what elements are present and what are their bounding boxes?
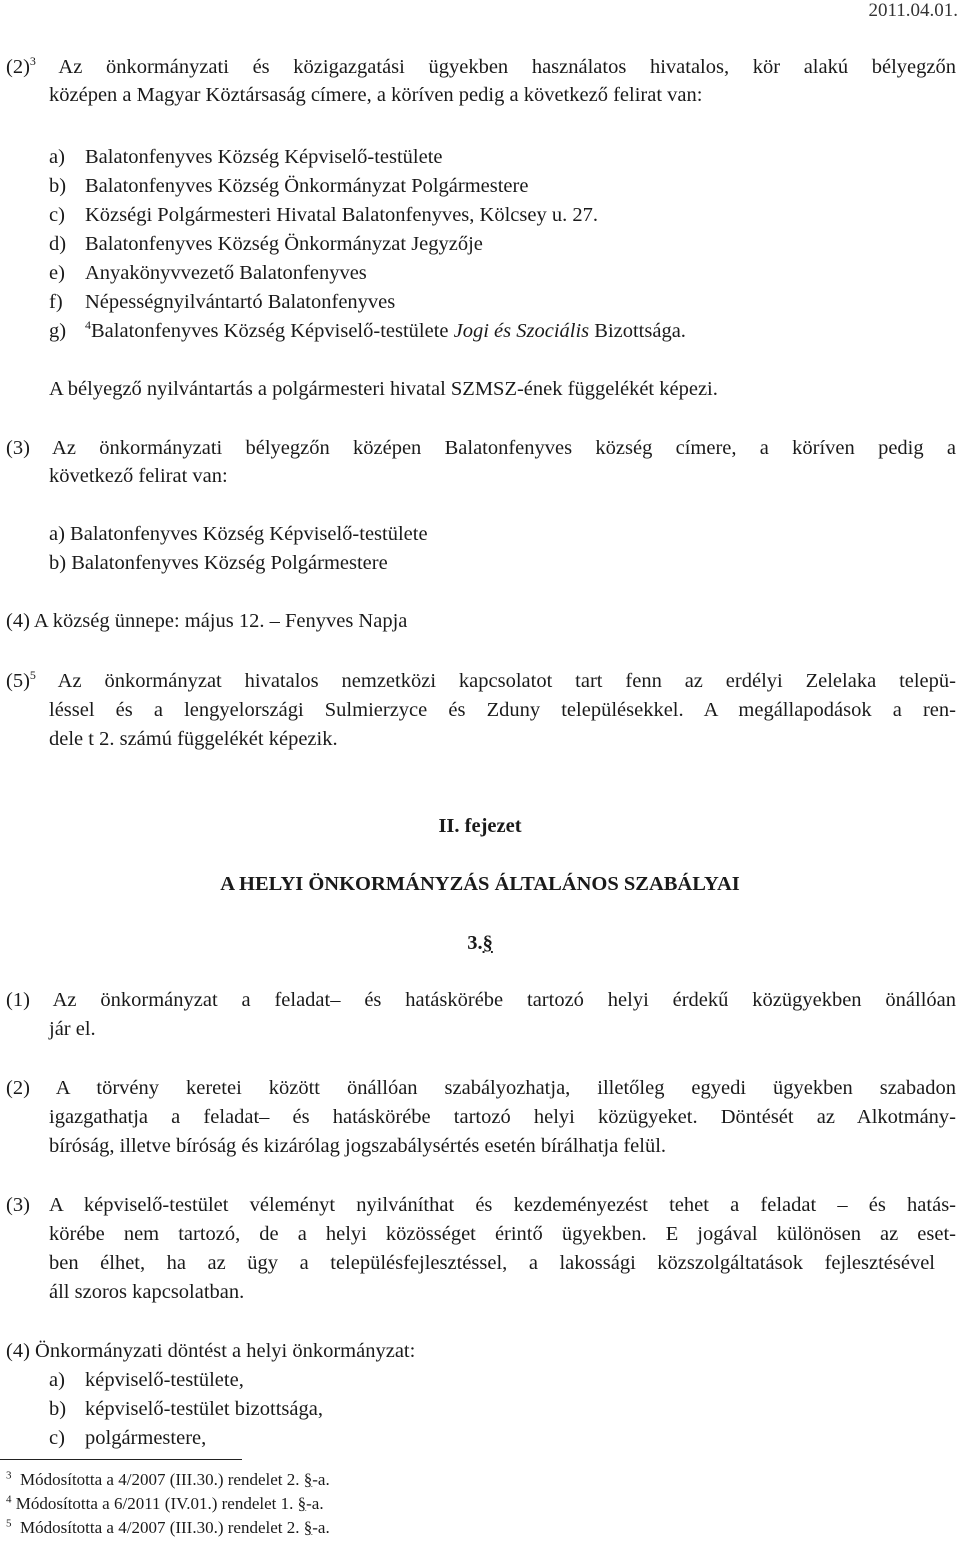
- para2-item-e: e) Anyakönyvvezető Balatonfenyves: [49, 262, 367, 284]
- s1-line2: jár el.: [49, 1018, 96, 1040]
- footnote-ref-5[interactable]: 5: [29, 668, 36, 683]
- s3-line2: körébe nem tartozó, de a helyi közösséget érintő ügyekben. E jogával különösen az eset-: [49, 1223, 956, 1245]
- s2-line1: (2) A törvény keretei között önállóan szabályozhatja, illetőleg egyedi ügyekben szabadon: [6, 1077, 956, 1099]
- s3-num: (3): [6, 1194, 30, 1216]
- para2-line1: $(2)^3$ Az önkormányzati és közigazgatási ügyekben használatos hivatalos, kör alakú bélyegzőn: [6, 54, 956, 78]
- footnote-ref-4[interactable]: 4: [85, 318, 91, 333]
- footnote-3: $^3$ Módosította a 4/2007 (III.30.) rendelet 2. §-a.: [6, 1469, 330, 1489]
- s4-item-b: b) képviselő-testület bizottsága,: [49, 1398, 323, 1420]
- para3-line2: következő felirat van:: [49, 465, 228, 487]
- s3-line1: A képviselő-testület véleményt nyilváníthat és kezdeményezést tehet a feladat – és hatás-: [49, 1194, 956, 1216]
- para2-item-f: f) Népességnyilvántartó Balatonfenyves: [49, 291, 396, 313]
- page-date: 2011.04.01.: [868, 0, 958, 21]
- s3-line4: áll szoros kapcsolatban.: [49, 1281, 245, 1303]
- para5-line1: $(5)^5$ Az önkormányzat hivatalos nemzetközi kapcsolatot tart fenn az erdélyi Zelelaka telepü-: [6, 668, 956, 692]
- chapter-number: II. fejezet: [438, 815, 522, 837]
- para5-line2: léssel és a lengyelországi Sulmierzyce és Zduny településekkel. A megállapodások a ren-: [49, 699, 956, 721]
- para2-footer: A bélyegző nyilvántartás a polgármesteri hivatal SZMSZ-ének függelékét képezi.: [49, 378, 718, 400]
- para3-item-b: b) Balatonfenyves Község Polgármestere: [49, 552, 388, 574]
- para2-item-d: d) Balatonfenyves Község Önkormányzat Jegyzője: [49, 233, 483, 255]
- s2-line2: igazgathatja a feladat– és hatáskörébe tartozó helyi közügyeket. Döntését az Alkotmány-: [49, 1106, 956, 1128]
- s4-intro: (4) Önkormányzati döntést a helyi önkormányzat:: [6, 1340, 416, 1362]
- para3-item-a: a) Balatonfenyves Község Képviselő-testülete: [49, 523, 428, 545]
- s3-line3: ben élhet, ha az ügy a településfejlesztéssel, a lakossági közszolgáltatások fejlesztésével: [49, 1252, 935, 1274]
- para2-item-c: c) Községi Polgármesteri Hivatal Balatonfenyves, Kölcsey u. 27.: [49, 204, 598, 226]
- para2-item-g: g) $^4$Balatonfenyves Község Képviselő-testülete Jogi és Szociális Bizottsága.: [49, 318, 686, 342]
- para3-line1: (3) Az önkormányzati bélyegzőn középen Balatonfenyves község címere, a köríven pedig a: [6, 437, 956, 459]
- s2-line3: bíróság, illetve bíróság és kizárólag jogszabálysértés esetén bírálhatja felül.: [49, 1135, 667, 1157]
- footnote-5: $^5$ Módosította a 4/2007 (III.30.) rendelet 2. §-a.: [6, 1517, 330, 1537]
- s4-item-c: c) polgármestere,: [49, 1427, 207, 1449]
- chapter-title: A HELYI ÖNKORMÁNYZÁS ÁLTALÁNOS SZABÁLYAI: [220, 873, 740, 895]
- para2-item-a: a) Balatonfenyves Község Képviselő-testülete: [49, 146, 443, 168]
- section-heading: 3.§: [467, 932, 493, 954]
- para4: (4) A község ünnepe: május 12. – Fenyves Napja: [6, 610, 408, 632]
- s1-line1: (1) Az önkormányzat a feladat– és hatáskörébe tartozó helyi érdekű közügyekben önállóan: [6, 989, 956, 1011]
- para2-item-b: b) Balatonfenyves Község Önkormányzat Polgármestere: [49, 175, 529, 197]
- footnote-4: $^4$ Módosította a 6/2011 (IV.01.) rendelet 1. §-a.: [6, 1493, 324, 1513]
- footnote-ref-3[interactable]: 3: [29, 54, 36, 69]
- para2-line2: középen a Magyar Köztársaság címere, a köríven pedig a következő felirat van:: [49, 84, 703, 106]
- para5-line3: dele t 2. számú függelékét képezik.: [49, 728, 338, 750]
- s4-item-a: a) képviselő-testülete,: [49, 1369, 244, 1391]
- footnote-separator: [0, 1459, 242, 1460]
